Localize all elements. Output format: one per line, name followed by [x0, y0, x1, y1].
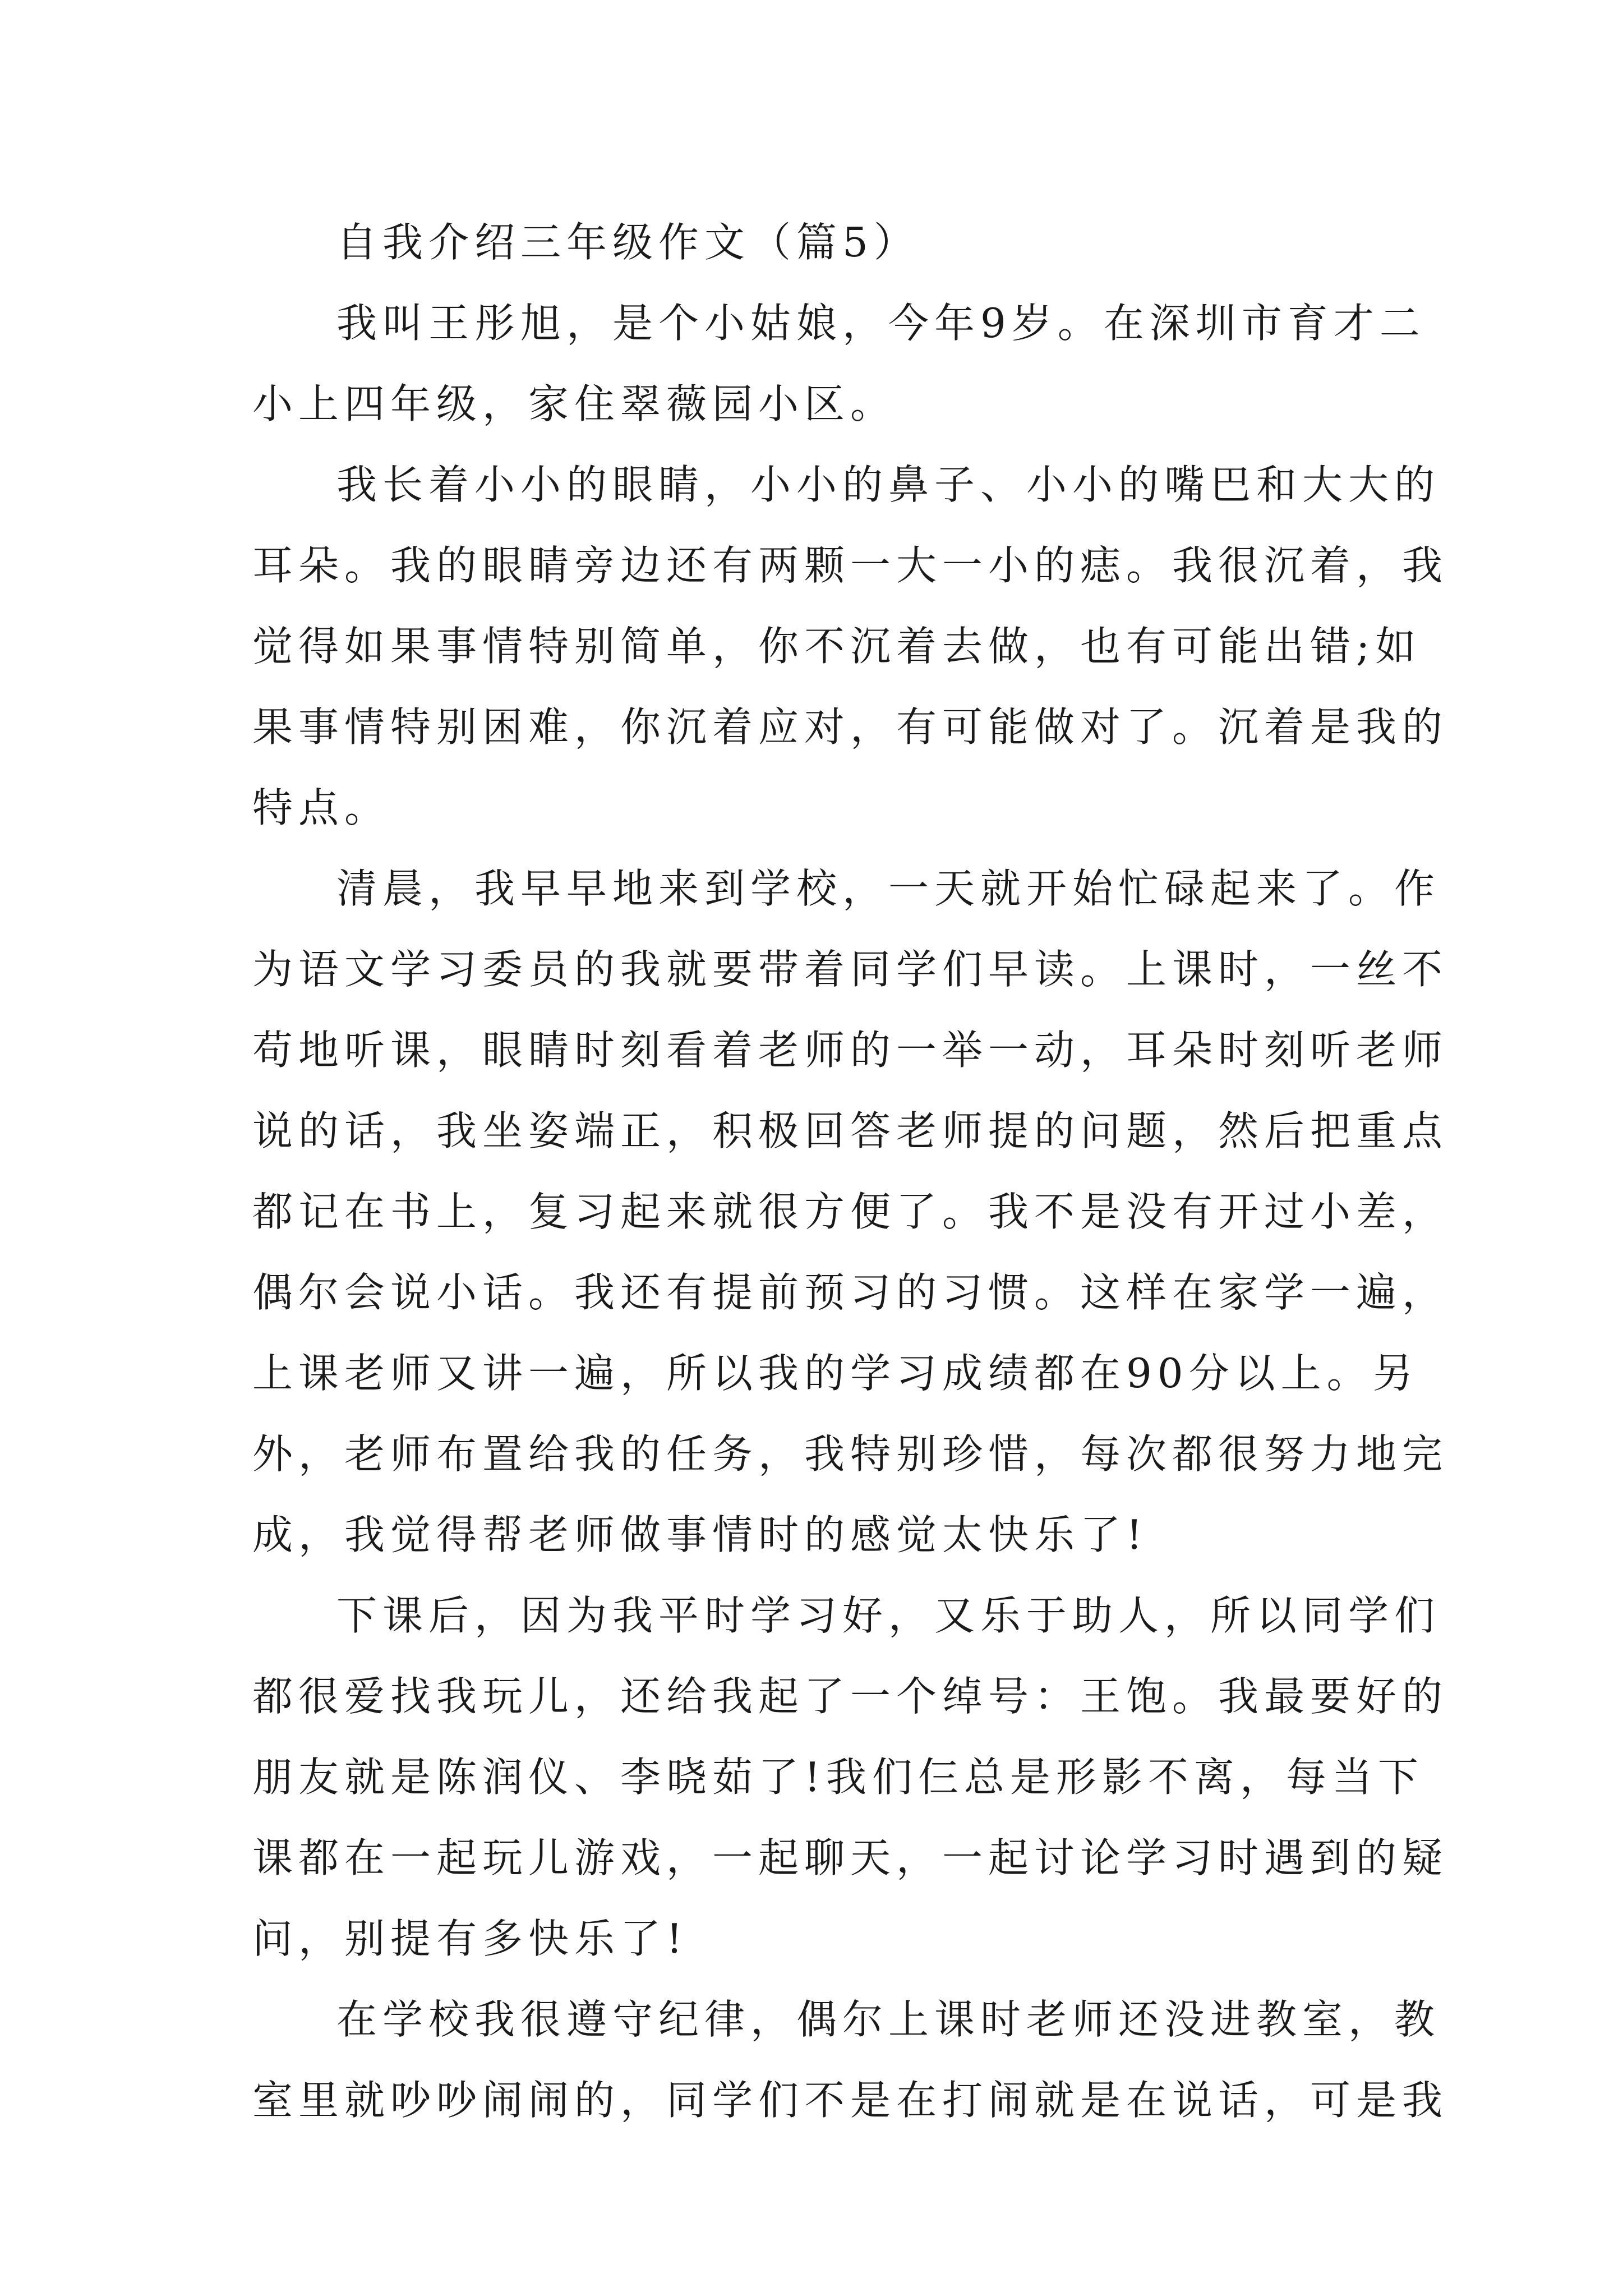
paragraph-5-line-2: 室里就吵吵闹闹的，同学们不是在打闹就是在说话，可是我 [252, 2077, 1449, 2124]
paragraph-2-line-3: 觉得如果事情特别简单，你不沉着去做，也有可能出错;如 [252, 623, 1422, 670]
paragraph-4-line-5: 问，别提有多快乐了! [252, 1915, 688, 1962]
paragraph-1-line-1: 我叫王彤旭，是个小姑娘，今年9岁。在深圳市育才二 [336, 300, 1426, 347]
paragraph-3-line-8: 外，老师布置给我的任务，我特别珍惜，每次都很努力地完 [252, 1430, 1449, 1478]
paragraph-3-line-9: 成，我觉得帮老师做事情时的感觉太快乐了! [252, 1511, 1148, 1558]
paragraph-5-line-1: 在学校我很遵守纪律，偶尔上课时老师还没进教室，教 [336, 1996, 1441, 2043]
paragraph-4-line-4: 课都在一起玩儿游戏，一起聊天，一起讨论学习时遇到的疑 [252, 1834, 1449, 1881]
paragraph-1-line-2: 小上四年级，家住翠薇园小区。 [252, 380, 897, 427]
paragraph-3-line-2: 为语文学习委员的我就要带着同学们早读。上课时，一丝不 [252, 946, 1449, 993]
paragraph-3-line-1: 清晨，我早早地来到学校，一天就开始忙碌起来了。作 [336, 865, 1441, 912]
paragraph-3-line-3: 苟地听课，眼睛时刻看着老师的一举一动，耳朵时刻听老师 [252, 1027, 1449, 1074]
paragraph-4-line-3: 朋友就是陈润仪、李晓茹了!我们仨总是形影不离，每当下 [252, 1754, 1424, 1801]
paragraph-2-line-4: 果事情特别困难，你沉着应对，有可能做对了。沉着是我的 [252, 703, 1449, 751]
paragraph-4-line-1: 下课后，因为我平时学习好，又乐于助人，所以同学们 [336, 1592, 1441, 1639]
paragraph-4-line-2: 都很爱找我玩儿，还给我起了一个绰号：王饱。我最要好的 [252, 1673, 1449, 1720]
paragraph-2-line-1: 我长着小小的眼睛，小小的鼻子、小小的嘴巴和大大的 [336, 461, 1441, 508]
paragraph-2-line-2: 耳朵。我的眼睛旁边还有两颗一大一小的痣。我很沉着，我 [252, 542, 1449, 589]
paragraph-2-line-5: 特点。 [252, 784, 391, 831]
paragraph-3-line-7: 上课老师又讲一遍，所以我的学习成绩都在90分以上。另 [252, 1350, 1419, 1397]
paragraph-3-line-6: 偶尔会说小话。我还有提前预习的习惯。这样在家学一遍， [252, 1269, 1449, 1316]
essay-body [252, 202, 1449, 2141]
paragraph-3-line-5: 都记在书上，复习起来就很方便了。我不是没有开过小差， [252, 1188, 1449, 1235]
document-title: 自我介绍三年级作文（篇5） [336, 219, 920, 266]
paragraph-3-line-4: 说的话，我坐姿端正，积极回答老师提的问题，然后把重点 [252, 1107, 1449, 1154]
